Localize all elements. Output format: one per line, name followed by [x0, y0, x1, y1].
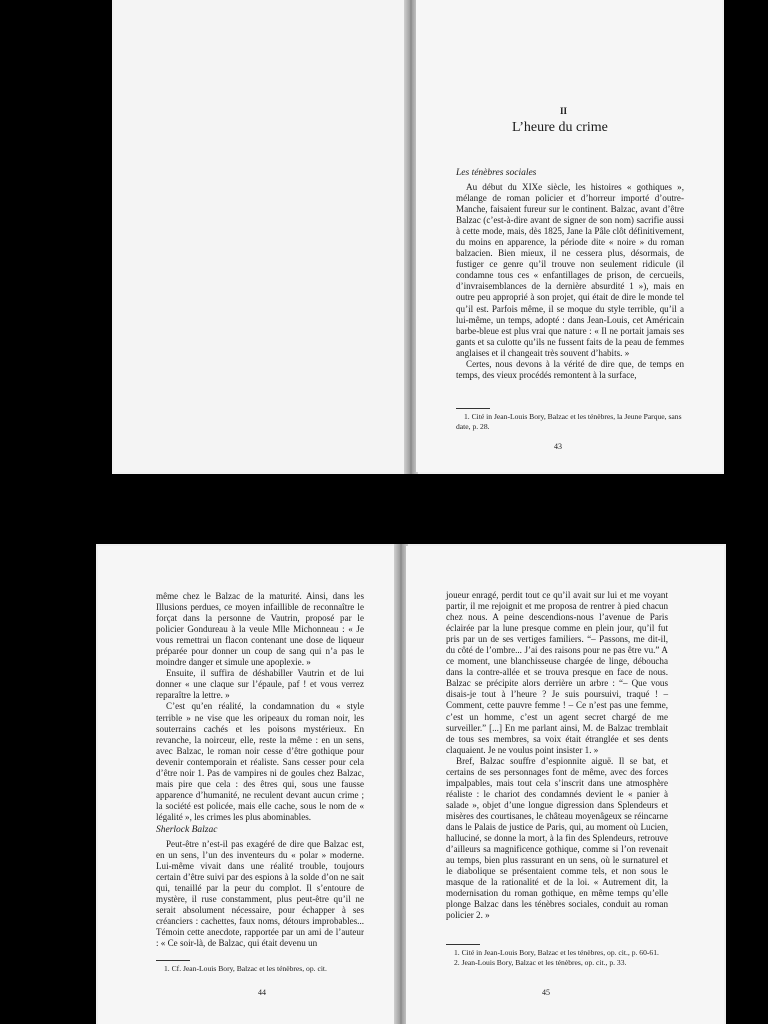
footnote: 2. Jean-Louis Bory, Balzac et les ténèbres, op. cit., p. 33. [454, 958, 627, 967]
page-44-footnotes [156, 964, 366, 974]
paragraph: Au début du XIXe siècle, les histoires « gothiques », mélange de roman policier et d’horreur importé d’outre-Manche, faisaient fureur sur le continent. Balzac, avant d’être Balzac (c’est-à-dire avant de signer de son nom) sacrifie aussi à cette mode, mais, dès 1825, Jane la Pâle clôt définitivement, du moins en apparence, la période dite « noire » du roman balzacien. Bien mieux, il ne cessera plus, désormais, de fustiger ce genre qu’il trouve non seulement ridicule (il condamne tous ces « enfantillages de prison, de cercueils, d’invraisemblances de la dernière absurdité 1 »), mais en outre peu approprié à son projet, qui était de dire le monde tel qu’il est. Parfois même, il se moque du style terrible, qu’il a lui-même, un temps, adopté : dans Jean-Louis, cet Américain barbe-bleue est plus vrai que nature : « Il ne portait jamais ses gants et sa culotte qu’ils ne fussent faits de la peau de femmes anglaises et il changeait très souvent d’habits. » [456, 182, 684, 358]
paragraph: C’est qu’en réalité, la condamnation du « style terrible » ne vise que les oripeaux du roman noir, les souterrains cachés et les poisons mystérieux. En revanche, la noirceur, elle, reste la même : en un sens, avec Balzac, le roman noir cesse d’être gothique pour devenir contemporain et réaliste. Sans cesser pour cela d’être noir 1. Pas de vampires ni de goules chez Balzac, mais pire que cela : des êtres qui, sous une fausse apparence d’humanité, ne reculent devant aucun crime ; la société est policée, mais elle cache, sous le nom de « légalité », les crimes les plus abominables. [156, 701, 364, 822]
page-43-body [456, 182, 684, 381]
section-heading-2: Sherlock Balzac [156, 825, 218, 835]
page-42-blank [114, 0, 408, 472]
folio-45: 45 [542, 988, 550, 997]
page-45-footnotes [446, 948, 670, 968]
section-heading: Les ténèbres sociales [456, 168, 537, 178]
page-44-body-bottom [156, 839, 364, 949]
paragraph: Ensuite, il suffira de déshabiller Vautrin et de lui donner « une claque sur l’épaule, paf ! et vous verrez reparaître la lettre. » [156, 668, 364, 701]
paragraph: Peut-être n’est-il pas exagéré de dire que Balzac est, en un sens, l’un des inventeurs du « polar » moderne. Lui-même vivait dans une réalité trouble, toujours certain d’être suivi par des espions à la solde d’on ne sait qui, tenaillé par la peur du complot. Il s’entoure de mystère, il ruse constamment, plus peut-être qu’il ne serait absolument nécessaire, pour échapper à ses créanciers : cachettes, faux noms, détours improbables... Témoin cette anecdote, rapportée par un ami de l’auteur : « Ce soir-là, de Balzac, qui était devenu un [156, 839, 364, 949]
page-45-body [446, 590, 668, 921]
footnote-rule [456, 408, 490, 409]
folio-43: 43 [554, 442, 562, 451]
page-43 [416, 0, 722, 472]
paragraph: joueur enragé, perdit tout ce qu’il avait sur lui et me voyant partir, il me rejoignit et me proposa de rentrer à pied chacun chez nous. A peine descendions-nous l’avenue de Paris éclairée par la lune presque comme en plein jour, qu’il fut pris par un de ses vertiges familiers. “– Passons, me dit-il, du côté de l’ombre... J’ai des raisons pour ne pas être vu.” A ce moment, une blanchisseuse chargée de linge, déboucha dans la contre-allée et se trouva presque en face de nous. Balzac se précipite alors derrière un arbre : “– Que vous disais-je tout à l’heure ? Je suis poursuivi, traqué ! – Comment, cette pauvre femme ! – Ce n’est pas une femme, c’est un homme, c’est un agent secret chargé de me surveiller.” [...] En me parlant ainsi, M. de Balzac tremblait de tous ses membres, sa voix était étranglée et ses dents claquaient. Je ne voulus point insister 1. » [446, 590, 668, 755]
footnote: 1. Cf. Jean-Louis Bory, Balzac et les ténèbres, op. cit. [164, 964, 327, 973]
page-43-footnotes [456, 412, 684, 432]
paragraph: même chez le Balzac de la maturité. Ainsi, dans les Illusions perdues, ce moyen infaillible de reconnaître le forçat dans la personne de Vautrin, proposé par le policier Gondureau à la veule Mlle Michonneau : « Je vous remettrai un flacon contenant une dose de liqueur préparée pour donner un coup de sang qui n’a pas le moindre danger et simule une apoplexie. » [156, 591, 364, 668]
footnote: 1. Cité in Jean-Louis Bory, Balzac et les ténèbres, la Jeune Parque, sans date, p. 28. [456, 412, 682, 431]
paragraph: Bref, Balzac souffre d’espionnite aiguë. Il se bat, et certains de ses personnages font de même, avec des forces impalpables, mais tout cela s’inscrit dans une atmosphère réaliste : le chariot des condamnés devient le « panier à salade », objet d’une longue digression dans Splendeurs et misères des courtisanes, le château moyenâgeux se réincarne dans le Palais de justice de Paris, qui, au moment où Lucien, halluciné, se donne la mort, à la fin des Splendeurs, retrouve d’ailleurs sa magnificence gothique, comme si l’on revenait au temps, bien plus rassurant en un sens, où le surnaturel et le diabolique se présentaient comme tels, et non sous le masque de la rationalité et de la loi. « Autrement dit, la modernisation du roman gothique, en même temps qu’elle plonge Balzac dans les ténèbres sociales, conduit au roman policier 2. » [446, 755, 668, 921]
footnote-rule [446, 944, 480, 945]
chapter-title: L’heure du crime [512, 120, 608, 135]
footnote-rule [156, 960, 190, 961]
page-44 [98, 546, 398, 1024]
footnote: 1. Cité in Jean-Louis Bory, Balzac et les ténèbres, op. cit., p. 60-61. [454, 948, 659, 957]
folio-44: 44 [258, 988, 266, 997]
paragraph: Certes, nous devons à la vérité de dire que, de temps en temps, des vieux procédés remontent à la surface, [456, 358, 684, 380]
chapter-number: II [560, 106, 568, 116]
page-45 [406, 546, 724, 1024]
page-44-body-top [156, 591, 364, 823]
